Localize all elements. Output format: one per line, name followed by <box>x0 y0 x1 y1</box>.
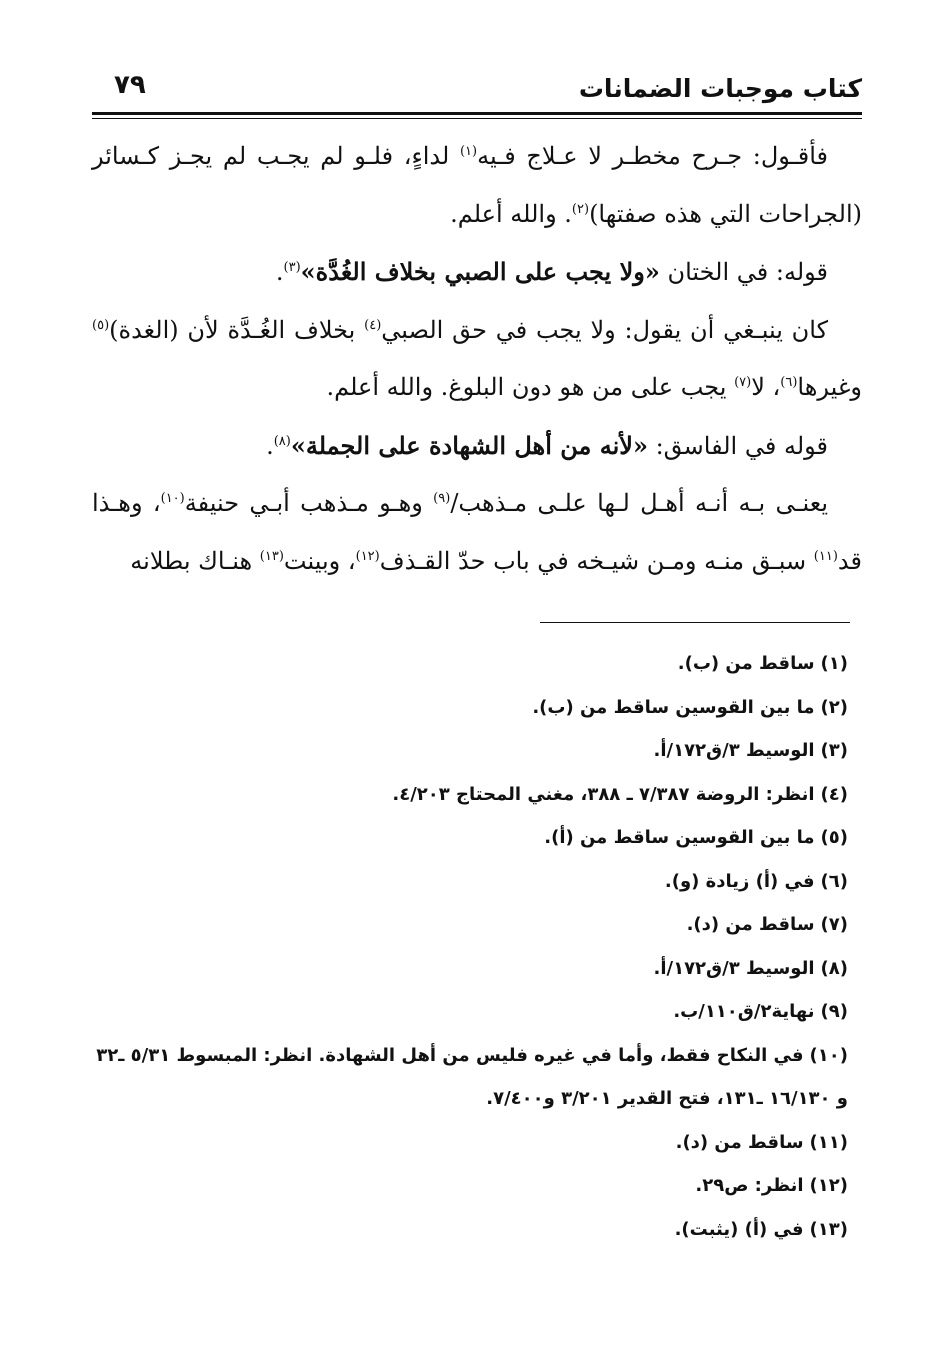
text-span: سبـق منـه ومـن شيـخه في باب حدّ القـذف <box>379 546 814 575</box>
footnote-item <box>92 990 848 1034</box>
footnote-number: (١٣) <box>809 1218 848 1240</box>
text-span: كان ينبـغي أن يقول: ولا يجب في حق الصبي <box>381 315 829 344</box>
footnote-item <box>92 947 848 991</box>
text-span: لداءٍ، فلـو لم يجـب لم يجـز كـسائر (الجراحات التي هذه صفتها) <box>92 142 862 228</box>
footnote-text: في (أ) زيادة (و). <box>664 870 815 892</box>
footnote-text: ساقط من (د). <box>675 1131 804 1153</box>
footnote-text: ساقط من (د). <box>686 914 815 935</box>
footnote-separator <box>540 622 850 623</box>
footnote-number: (٦) <box>820 870 848 892</box>
quoted-text: «ولا يجب على الصبي بخلاف الغُدَّة» <box>300 257 660 286</box>
text-span: وهـو مـذهب أبـي حنيفة <box>184 489 434 517</box>
footnote-item <box>92 729 848 773</box>
footnote-text: في النكاح فقط، وأما في غيره فليس من أهل الشهادة. انظر: المبسوط ٥/٣١ ـ٣٢ و ١٦/١٣٠ ـ١٣١، فتح القدير ٣/٢٠١ و٧/٤٠٠. <box>96 1044 848 1109</box>
footnote-item <box>92 773 848 817</box>
footnote-text: انظر: الروضة ٧/٣٨٧ ـ ٣٨٨، مغني المحتاج ٤/٢٠٣. <box>392 783 815 805</box>
header-rule-thin <box>92 118 862 119</box>
footnote-ref: (٧) <box>734 375 752 390</box>
footnote-text: في (أ) (يثبت). <box>674 1218 804 1240</box>
footnote-item <box>92 1121 848 1165</box>
footnote-text: ساقط من (ب). <box>677 653 815 674</box>
footnote-item <box>92 642 848 686</box>
paragraph-4 <box>92 417 862 476</box>
footnote-number: (٧) <box>820 914 848 935</box>
paragraph-1 <box>92 128 862 243</box>
footnote-ref: (١٢) <box>355 548 380 564</box>
footnote-ref: (٢) <box>571 201 590 217</box>
footnote-ref: (١١) <box>813 548 838 564</box>
footnote-text: ما بين القوسين ساقط من (أ). <box>544 827 815 848</box>
text-span: . <box>266 431 274 460</box>
text-span: ، وهـذا قد <box>92 489 862 575</box>
footnotes <box>92 642 848 1251</box>
text-span: قوله: في الختان <box>659 258 828 286</box>
text-span: يجب على من هو دون البلوغ. والله أعلم. <box>326 373 735 401</box>
footnote-text: ما بين القوسين ساقط من (ب). <box>532 696 815 718</box>
footnote-number: (٥) <box>820 827 848 848</box>
paragraph-5 <box>92 475 862 590</box>
text-span: بخلاف الغُـدَّة لأن (الغدة) <box>109 315 365 344</box>
footnote-number: (١٢) <box>809 1175 848 1196</box>
footnote-item <box>92 686 848 730</box>
paragraph-2 <box>92 243 862 302</box>
text-span: . <box>275 258 284 286</box>
text-span: هنـاك بطلانه <box>130 546 260 575</box>
page-number: ٧٩ <box>114 70 146 100</box>
page-header <box>92 70 862 118</box>
footnote-ref: (٤) <box>364 317 382 333</box>
text-span: . والله أعلم. <box>450 199 572 228</box>
footnote-number: (١٠) <box>809 1044 848 1066</box>
footnote-ref: (٨) <box>273 433 291 449</box>
footnote-number: (٤) <box>820 783 848 805</box>
running-title: كتاب موجبات الضمانات <box>578 74 862 103</box>
footnote-item <box>92 903 848 947</box>
text-span: يعنـى بـه أنـه أهـل لـها علـى مـذهب/ <box>450 489 828 517</box>
footnote-number: (٩) <box>820 1001 848 1022</box>
text-span: ، لا <box>751 373 781 401</box>
footnote-text: الوسيط ٣/ق١٧٢/أ. <box>653 740 815 761</box>
footnote-ref: (٦) <box>780 375 798 390</box>
footnote-text: نهاية٢/ق١١٠/ب. <box>673 1001 815 1022</box>
text-span: قوله في الفاسق: <box>647 431 828 460</box>
footnote-number: (٢) <box>820 696 848 718</box>
footnote-ref: (٥) <box>92 317 110 333</box>
footnote-ref: (٩) <box>433 491 451 506</box>
footnote-ref: (٣) <box>283 260 301 275</box>
main-text <box>92 128 862 590</box>
quoted-text: «لأنه من أهل الشهادة على الجملة» <box>290 430 648 460</box>
text-span: فأقـول: جـرح مخطـر لا عـلاج فـيه <box>477 142 828 170</box>
footnote-ref: (١٣) <box>259 548 284 564</box>
paragraph-3 <box>92 302 862 417</box>
footnote-item <box>92 860 848 904</box>
text-span: ، وبينت <box>283 546 356 575</box>
footnote-item <box>92 1164 848 1208</box>
footnote-ref: (١) <box>459 144 478 159</box>
footnote-item <box>92 1208 848 1252</box>
text-span: وغيرها <box>797 373 862 401</box>
footnote-item <box>92 816 848 860</box>
footnote-number: (١) <box>820 653 848 674</box>
header-rule-thick <box>92 112 862 115</box>
footnote-text: الوسيط ٣/ق١٧٢/أ. <box>653 957 815 979</box>
footnote-number: (١١) <box>809 1131 848 1153</box>
footnote-number: (٨) <box>820 957 848 979</box>
footnote-ref: (١٠) <box>160 491 185 506</box>
footnote-number: (٣) <box>820 740 848 761</box>
footnote-text: انظر: ص٢٩. <box>695 1175 804 1196</box>
footnote-item <box>92 1034 848 1121</box>
